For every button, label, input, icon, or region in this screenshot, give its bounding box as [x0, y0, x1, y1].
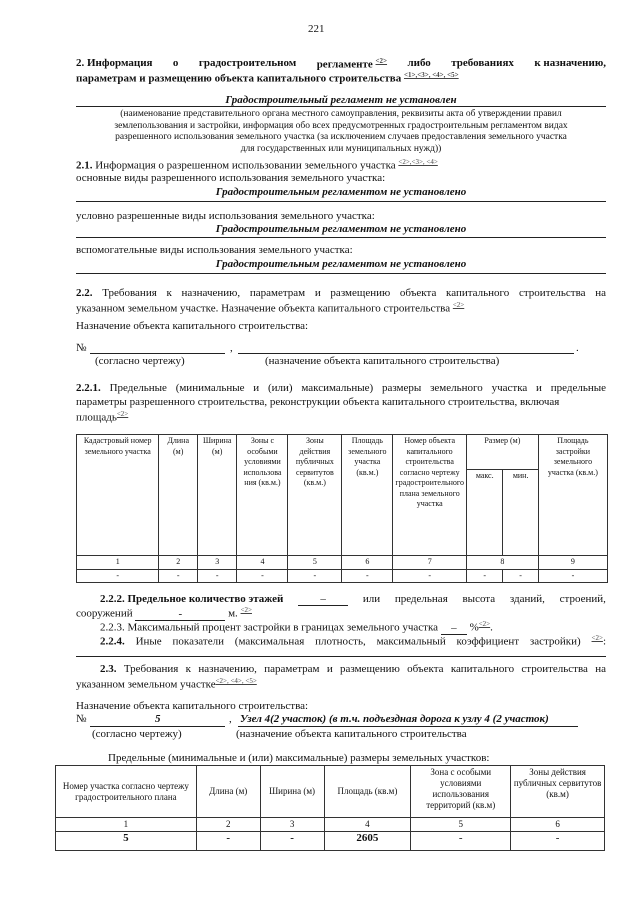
section-2-2-2-line2: сооружений - м. $^{<2>}$	[76, 606, 252, 620]
table-cell: -	[198, 569, 237, 583]
table-number-row	[77, 556, 608, 570]
section-2-2-1-line3: площадь$^{<2>}$	[76, 410, 129, 424]
section-2-3-purpose-label: Назначение объекта капитального строительства:	[76, 700, 309, 712]
table-cell: 4	[237, 556, 288, 570]
table-cell: 5	[411, 818, 511, 832]
table-cell: -	[159, 569, 198, 583]
table-header: Длина (м)	[159, 435, 198, 556]
comma: ,	[229, 713, 232, 725]
divider	[76, 106, 606, 107]
table-cell: -	[342, 569, 393, 583]
table-number-row	[56, 818, 605, 832]
object-number-value: 5	[155, 713, 161, 725]
divider	[76, 201, 606, 202]
section-2-2-1-line1: 2.2.1. Предельные (минимальные и (или) максимальные) размеры земельного участка и предельные	[76, 382, 607, 394]
table-header: Номер участка согласно чертежу градостроительного плана	[56, 766, 197, 818]
section-2-2-line2: указанном земельном участке. Назначение объекта капитального строительства $^{<2>}$	[76, 301, 465, 315]
period: .	[576, 342, 579, 354]
page-number: 221	[308, 23, 325, 35]
object-number-sign: №	[76, 713, 87, 725]
conditional-uses-value: Градостроительным регламентом не установлено	[215, 223, 467, 235]
section-2-2-purpose-label: Назначение объекта капитального строительства:	[76, 320, 309, 332]
object-purpose-value: Узел 4(2 участок) (в т.ч. подъездная дорога к узлу 4 (2 участок)	[240, 713, 549, 725]
divider	[76, 656, 606, 657]
table-cell: -	[411, 832, 511, 851]
basic-uses-value: Градостроительным регламентом не установлено	[215, 186, 467, 198]
table-header: Зона с особыми условиями использования территорий (кв.м)	[411, 766, 511, 818]
table-header: Площадь застройки земельного участка (кв.м.)	[538, 435, 607, 556]
table-cell: -	[393, 569, 467, 583]
table-cell: 1	[77, 556, 159, 570]
section-2-2-2-line1: 2.2.2. Предельное количество этажей – или предельная высота зданий, строений,	[100, 593, 606, 605]
table-cell: 4	[324, 818, 411, 832]
table-cell: -	[196, 832, 260, 851]
table-cell: -	[288, 569, 342, 583]
section-2-3-line1: 2.3. Требования к назначению, параметрам и размещению объекта капитального строительства на	[100, 663, 606, 675]
object-number-line	[90, 353, 225, 354]
table-header: Зоны с особыми условиями использова ния (кв.м.)	[237, 435, 288, 556]
table-header: Зоны действия публичных сервитутов (кв.м.)	[288, 435, 342, 556]
table-cell: 1	[56, 818, 197, 832]
section-2-2-4: 2.2.4. Иные показатели (максимальная плотность, максимальный коэффициент застройки) $^{<2>}$:	[100, 634, 606, 648]
section-2-2-3: 2.2.3. Максимальный процент застройки в границах земельного участка – %$^{<2>}$.	[100, 620, 493, 634]
table-cell: -	[538, 569, 607, 583]
table-header: мин.	[503, 470, 538, 556]
table-header: макс.	[466, 470, 502, 556]
table-cell: 9	[538, 556, 607, 570]
table-cell: 5	[56, 832, 197, 851]
regulation-caption: (наименование представительного органа местного самоуправления, реквизиты акта об утверждении правил землепользования и застройки, информация обо всех предусмотренных градостроительным регламентом видах разрешенного использования земельного участка (за исключением случаев предоставления земельного участка для государственных или муниципальных нужд))	[114, 109, 568, 154]
caption-drawing: (согласно чертежу)	[92, 728, 182, 740]
section-2-2-1-line2: параметры разрешенного строительства, реконструкции объекта капитального строительства, включая	[76, 396, 560, 408]
comma: ,	[230, 342, 233, 354]
table-cell: 5	[288, 556, 342, 570]
table-cell: 8	[466, 556, 538, 570]
table-cell: 3	[260, 818, 324, 832]
table-header: Зоны действия публичных сервитутов (кв.м)	[511, 766, 605, 818]
table-row	[77, 569, 608, 583]
table-header: Площадь земельного участка (кв.м.)	[342, 435, 393, 556]
table-row	[56, 832, 605, 851]
table-cell: -	[77, 569, 159, 583]
regulation-status: Градостроительный регламент не установлен	[225, 94, 457, 106]
table-header: Ширина (м)	[198, 435, 237, 556]
object-purpose-line	[238, 726, 578, 727]
section-2-2-line1: 2.2. Требования к назначению, параметрам и размещению объекта капитального строительства на	[76, 287, 606, 299]
table-header: Размер (м)	[466, 435, 538, 470]
caption-drawing: (согласно чертежу)	[95, 355, 185, 367]
auxiliary-uses-value: Градостроительным регламентом не установлено	[215, 258, 467, 270]
land-plot-limits-table	[55, 765, 605, 851]
caption-purpose: (назначение объекта капитального строительства)	[265, 355, 500, 367]
section-2-1-title: 2.1. Информация о разрешенном использовании земельного участка $^{<2>,<3>, <4>}$	[76, 158, 438, 172]
section-2-heading-line1: 2. Информация о градостроительном регламенте $^{<2>}$ либо требованиях к назначению,	[76, 57, 606, 71]
table-cell: -	[237, 569, 288, 583]
section-2-3-line2: указанном земельном участке$^{<2>, <4>, <5>}$	[76, 677, 257, 691]
divider	[76, 237, 606, 238]
table-cell: -	[466, 569, 502, 583]
table-header: Площадь (кв.м)	[324, 766, 411, 818]
table-header-row	[77, 435, 608, 470]
conditional-uses-label: условно разрешенные виды использования земельного участка:	[76, 210, 375, 222]
table-cell: -	[503, 569, 538, 583]
table-cell: 3	[198, 556, 237, 570]
table-cell: 6	[511, 818, 605, 832]
table-header: Ширина (м)	[260, 766, 324, 818]
table-header-row	[56, 766, 605, 818]
table-cell: 2	[196, 818, 260, 832]
object-number-line	[90, 726, 225, 727]
table-cell: 2	[159, 556, 198, 570]
table-header: Длина (м)	[196, 766, 260, 818]
land-plot-parameters-table	[76, 434, 608, 583]
land-plot-limits-label: Предельные (минимальные и (или) максимальные) размеры земельных участков:	[108, 752, 490, 764]
table-cell: -	[511, 832, 605, 851]
section-2-heading-line2: параметрам и размещению объекта капитального строительства $^{<1>,<3>, <4>, <5>}$	[76, 71, 459, 85]
auxiliary-uses-label: вспомогательные виды использования земельного участка:	[76, 244, 353, 256]
object-number-sign: №	[76, 342, 87, 354]
divider	[76, 273, 606, 274]
table-cell: -	[260, 832, 324, 851]
table-header: Кадастровый номер земельного участка	[77, 435, 159, 556]
object-purpose-line	[238, 353, 574, 354]
basic-uses-label: основные виды разрешенного использования земельного участка:	[76, 172, 386, 184]
table-cell: 2605	[324, 832, 411, 851]
table-cell: 7	[393, 556, 467, 570]
table-header: Номер объекта капитального строительства согласно чертежу градостроительного плана земельного участка	[393, 435, 467, 556]
table-cell: 6	[342, 556, 393, 570]
caption-purpose: (назначение объекта капитального строительства	[236, 728, 467, 740]
